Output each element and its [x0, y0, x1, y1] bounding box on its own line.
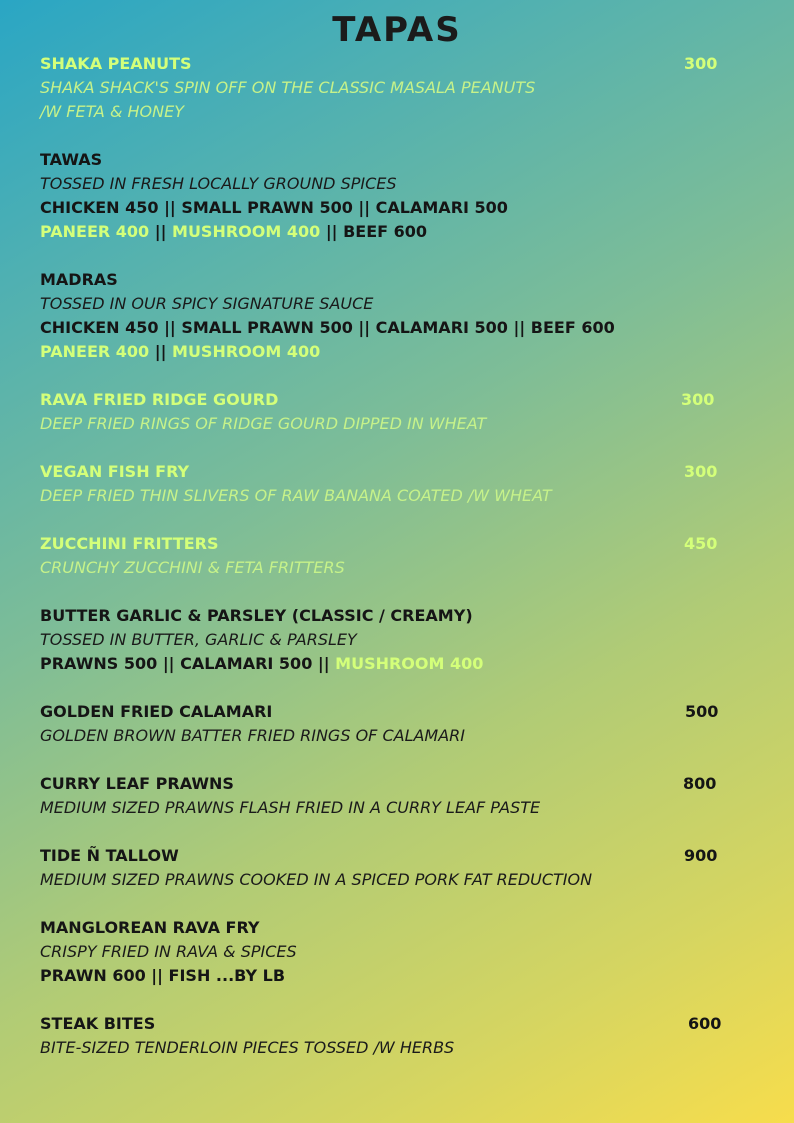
- option-mushroom: MUSHROOM 400: [335, 654, 484, 673]
- item-price: 300: [681, 390, 715, 409]
- item-description: CRISPY FRIED IN RAVA & SPICES: [40, 942, 297, 961]
- item-options: PRAWN 600 || FISH ...BY LB: [40, 966, 286, 985]
- item-description: DEEP FRIED RINGS OF RIDGE GOURD DIPPED IN WHEAT: [40, 414, 487, 433]
- item-name: CURRY LEAF PRAWNS: [40, 774, 234, 793]
- menu-item-manglorean-rava-fry: [40, 916, 740, 988]
- item-name: TAWAS: [40, 150, 103, 169]
- item-options: CHICKEN 450 || SMALL PRAWN 500 || CALAMARI 500: [40, 198, 508, 217]
- item-description: TOSSED IN BUTTER, GARLIC & PARSLEY: [40, 630, 357, 649]
- item-name: SHAKA PEANUTS: [40, 54, 192, 73]
- option-separator: ||: [149, 342, 173, 361]
- item-description: DEEP FRIED THIN SLIVERS OF RAW BANANA COATED /W WHEAT: [40, 486, 552, 505]
- item-price: 300: [684, 54, 718, 73]
- item-description-cont: /W FETA & HONEY: [40, 102, 184, 121]
- menu-item-rava-fried-ridge-gourd: [40, 388, 740, 436]
- item-description: TOSSED IN OUR SPICY SIGNATURE SAUCE: [40, 294, 374, 313]
- item-name: STEAK BITES: [40, 1014, 156, 1033]
- option-mushroom: MUSHROOM 400: [172, 342, 321, 361]
- option-paneer: PANEER 400: [40, 222, 150, 241]
- item-name: MANGLOREAN RAVA FRY: [40, 918, 260, 937]
- option-paneer: PANEER 400: [40, 342, 150, 361]
- item-description: GOLDEN BROWN BATTER FRIED RINGS OF CALAMARI: [40, 726, 466, 745]
- item-description: TOSSED IN FRESH LOCALLY GROUND SPICES: [40, 174, 397, 193]
- item-price: 500: [685, 702, 719, 721]
- item-price: 450: [684, 534, 718, 553]
- option-beef: BEEF 600: [343, 222, 428, 241]
- option-separator: ||: [320, 222, 344, 241]
- item-description: MEDIUM SIZED PRAWNS COOKED IN A SPICED PORK FAT REDUCTION: [40, 870, 593, 889]
- menu-item-zucchini-fritters: [40, 532, 740, 580]
- item-name: TIDE Ñ TALLOW: [40, 846, 179, 865]
- item-price: 600: [688, 1014, 722, 1033]
- item-name: RAVA FRIED RIDGE GOURD: [40, 390, 279, 409]
- menu-item-tawas: [40, 148, 740, 244]
- item-options-veg: [40, 340, 740, 364]
- item-description: MEDIUM SIZED PRAWNS FLASH FRIED IN A CURRY LEAF PASTE: [40, 798, 541, 817]
- item-name: GOLDEN FRIED CALAMARI: [40, 702, 273, 721]
- menu-item-shaka-peanuts: [40, 52, 740, 124]
- menu-item-tide-n-tallow: [40, 844, 740, 892]
- menu-item-butter-garlic-parsley: [40, 604, 740, 676]
- item-name: VEGAN FISH FRY: [40, 462, 190, 481]
- menu-item-steak-bites: [40, 1012, 740, 1060]
- item-options-veg: [40, 220, 740, 244]
- item-price: 900: [684, 846, 718, 865]
- item-name: MADRAS: [40, 270, 118, 289]
- option-separator: ||: [149, 222, 173, 241]
- item-price: 800: [683, 774, 717, 793]
- page-title: TAPAS: [332, 10, 462, 50]
- item-price: 300: [684, 462, 718, 481]
- option-main: PRAWNS 500 || CALAMARI 500 ||: [40, 654, 336, 673]
- item-name: BUTTER GARLIC & PARSLEY (CLASSIC / CREAMY): [40, 606, 473, 625]
- option-mushroom: MUSHROOM 400: [172, 222, 321, 241]
- menu-item-curry-leaf-prawns: [40, 772, 740, 820]
- menu-item-vegan-fish-fry: [40, 460, 740, 508]
- item-options: CHICKEN 450 || SMALL PRAWN 500 || CALAMARI 500 || BEEF 600: [40, 318, 615, 337]
- item-options: [40, 652, 740, 676]
- menu-item-golden-fried-calamari: [40, 700, 740, 748]
- menu-item-madras: [40, 268, 740, 364]
- item-name: ZUCCHINI FRITTERS: [40, 534, 219, 553]
- item-description: CRUNCHY ZUCCHINI & FETA FRITTERS: [40, 558, 345, 577]
- item-description: SHAKA SHACK'S SPIN OFF ON THE CLASSIC MASALA PEANUTS: [40, 78, 536, 97]
- item-description: BITE-SIZED TENDERLOIN PIECES TOSSED /W HERBS: [40, 1038, 455, 1057]
